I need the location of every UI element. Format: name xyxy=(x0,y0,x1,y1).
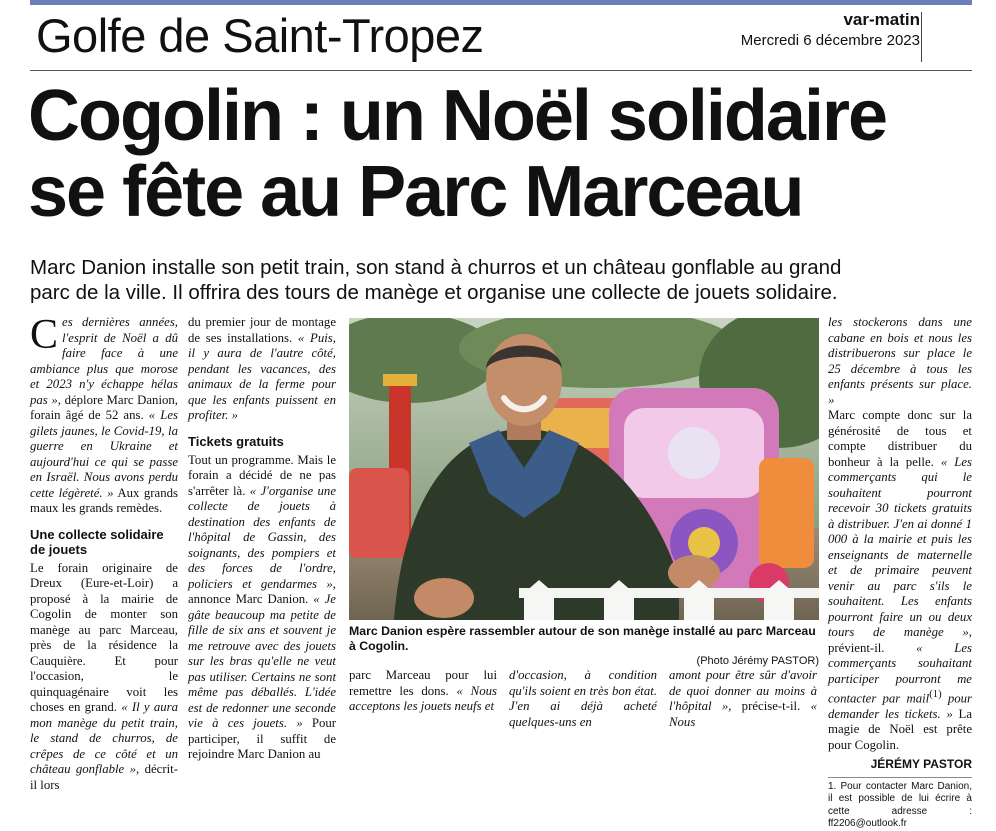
caption-text: Marc Danion espère rassembler autour de son manège installé au parc Marceau à Cogolin. xyxy=(349,624,816,653)
article-column-2 xyxy=(188,315,336,763)
headline-line-1: Cogolin : un Noël solidaire xyxy=(28,76,887,156)
brand-logo: var-matin xyxy=(843,10,920,29)
drop-cap: C xyxy=(30,312,59,358)
photo-credit: (Photo Jérémy PASTOR) xyxy=(696,655,819,667)
standfirst xyxy=(30,255,975,305)
header-rule xyxy=(30,70,972,71)
paragraph-montage: du premier jour de montage de ses installations. « Puis, il y aura de l'autre côté, pendant les vacances, des animaux de la ferme pour que les enfants puissent en profiter. » xyxy=(188,315,336,422)
subhead-collecte: Une collecte solidaire de jouets xyxy=(30,526,164,557)
top-color-bar xyxy=(30,0,972,5)
issue-date: Mercredi 6 décembre 2023 xyxy=(740,32,920,49)
masthead-divider xyxy=(921,12,922,62)
photo-illustration xyxy=(349,318,819,620)
article-column-3: parc Marceau pour lui remettre les dons. « Nous acceptons les jouets neufs et xyxy=(349,668,497,713)
footnote: 1. Pour contacter Marc Danion, il est possible de lui écrire à cette adresse : ff2206@outlook.fr xyxy=(828,777,972,831)
paragraph-stockage: les stockerons dans une cabane en bois et nous les distribuerons sur place le 25 décembre à tous les enfants présents sur place. » xyxy=(828,315,972,407)
byline: JÉRÉMY PASTOR xyxy=(870,757,972,772)
article-photo xyxy=(349,318,819,620)
photo-caption xyxy=(349,624,819,669)
masthead xyxy=(741,10,920,52)
paragraph-intro: Ces dernières années, l'esprit de Noël a dû faire face à une ambiance plus que morose et 2023 n'y échappe hélas pas », déplore Marc Danion, forain âgé de 52 ans. « Les gilets jaunes, le Covid-19, la guerre en Ukraine et aujourd'hui ce qui se passe en Israël. Nous avons perdu cette légèreté. » Aux grands maux les grands remèdes. xyxy=(30,312,179,515)
article-column-1 xyxy=(30,312,179,793)
paragraph-generosite: Marc compte donc sur la générosité de tous et compte distribuer du bonheur à la pelle. « Les commerçants qui le souhaitent pourront recevoir 30 tickets gratuits à distribuer. J'en ai donné 1 000 à la mairie et puis les enseignants de maternelle et de primaire peuvent venir au parc s'ils le souhaitent. Les enfants pourront faire un ou deux tours de manège », prévient-il. « Les commerçants souhaitant participer pourront me contacter par mail$^{(1)}$ pour demander les tickets. » La magie de Noël est prête pour Cogolin. xyxy=(828,408,973,752)
section-title: Golfe de Saint-Tropez xyxy=(36,9,484,62)
article-column-5: amont pour être sûr d'avoir de quoi donner au moins à l'hôpital », précise-t-il. « Nous xyxy=(669,668,817,729)
subhead-tickets: Tickets gratuits xyxy=(188,433,284,449)
article-column-6 xyxy=(828,315,972,831)
paragraph-programme: Tout un programme. Mais le forain a décidé de ne pas s'arrêter là. « J'organise une collecte de jouets à destination des enfants de l'hôpital de Gassin, des soignants, des pompiers et des forces de l'ordre, policiers et gendarmes », annonce Marc Danion. « Je gâte beaucoup ma petite de fille de six ans et souvent je me retrouve avec des jouets sur les bras qu'elle ne veut pas utiliser. Certains ne sont même pas déballés. L'idée est de redonner une seconde vie à ces jouets. » Pour participer, il suffit de rejoindre Marc Danion au xyxy=(188,452,336,761)
standfirst-line-2: parc de la ville. Il offrira des tours de manège et organise une collecte de jouets solidaire. xyxy=(30,281,838,304)
headline-line-2: se fête au Parc Marceau xyxy=(28,152,803,232)
paragraph-forain: Le forain originaire de Dreux (Eure-et-Loir) a proposé à la mairie de Cogolin de monter son manège au parc Marceau, près de la résidence la Cauquière. Et pour l'occasion, le quinquagénaire voit les choses en grand. « Il y aura mon manège du petit train, le stand de churros, de crêpes de ce côté et un château gonflable », décrit-il lors xyxy=(30,560,178,792)
article-column-4: d'occasion, à condition qu'ils soient en très bon état. J'en ai déjà acheté quelques-uns en xyxy=(509,668,657,729)
standfirst-line-1: Marc Danion installe son petit train, son stand à churros et un château gonflable au grand xyxy=(30,256,842,279)
headline xyxy=(28,78,978,230)
